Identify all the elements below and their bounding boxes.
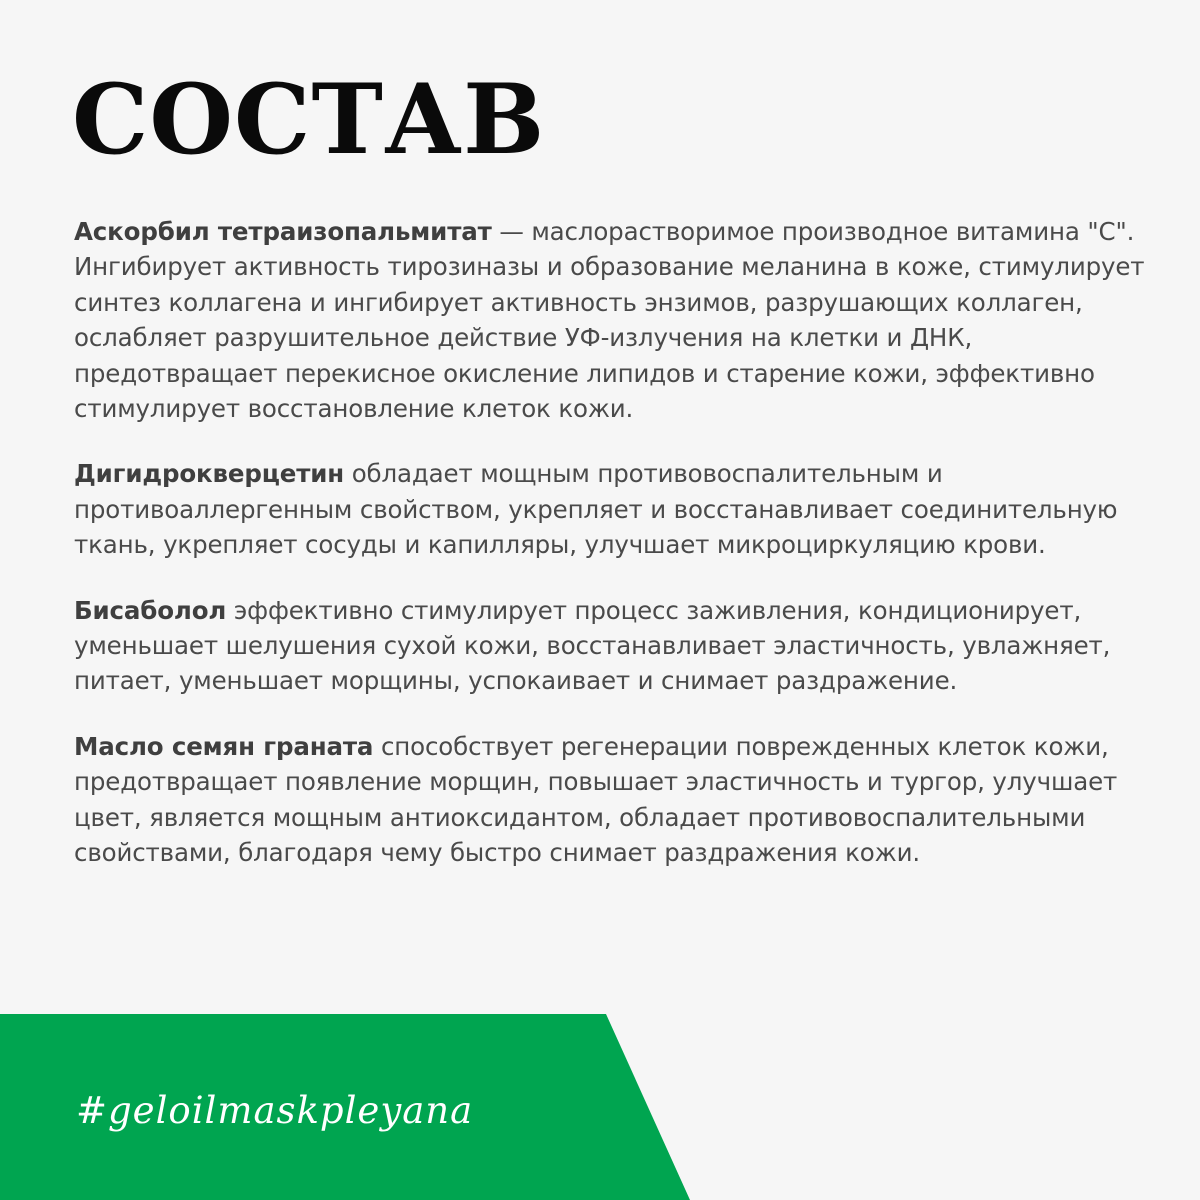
ingredient-description: — маслорастворимое производное витамина "С". Ингибирует активность тирозиназы и образование меланина в коже, стимулирует синтез коллагена и ингибирует активность энзимов, разрушающих коллаген, ослабляет разрушительное действие УФ-излучения на клетки и ДНК, предотвращает перекисное окисление липидов и старение кожи, эффективно стимулирует восстановление клеток кожи. xyxy=(74,217,1145,424)
ingredient-paragraph-ascorbyl xyxy=(74,214,1154,426)
ingredient-description: обладает мощным противовоспалительным и противоаллергенным свойством, укрепляет и восстанавливает соединительную ткань, укрепляет сосуды и капилляры, улучшает микроциркуляцию крови. xyxy=(74,459,1118,560)
ingredient-term: Дигидрокверцетин xyxy=(74,459,345,489)
hashtag-label: #geloilmaskpleyana xyxy=(76,1089,474,1132)
ingredient-term: Аскорбил тетраизопальмитат xyxy=(74,217,492,246)
ingredient-term: Масло семян граната xyxy=(74,731,374,761)
ingredient-paragraph-bisabolol xyxy=(74,593,1154,699)
ingredient-term: Бисаболол xyxy=(74,595,227,625)
ingredient-paragraph-pomegranate-oil xyxy=(74,729,1154,871)
ingredient-paragraph-dihydroquercetin xyxy=(74,456,1154,562)
ingredients-list xyxy=(74,214,1154,901)
page-title: СОСТАВ xyxy=(72,63,546,176)
ingredient-description: способствует регенерации поврежденных клеток кожи, предотвращает появление морщин, повышает эластичность и тургор, улучшает цвет, является мощным антиоксидантом, обладает противовоспалительными свойствами, благодаря чему быстро снимает раздражения кожи. xyxy=(74,731,1118,868)
ingredient-description: эффективно стимулирует процесс заживления, кондиционирует, уменьшает шелушения сухой кожи, восстанавливает эластичность, увлажняет, питает, уменьшает морщины, успокаивает и снимает раздражение. xyxy=(74,595,1111,696)
